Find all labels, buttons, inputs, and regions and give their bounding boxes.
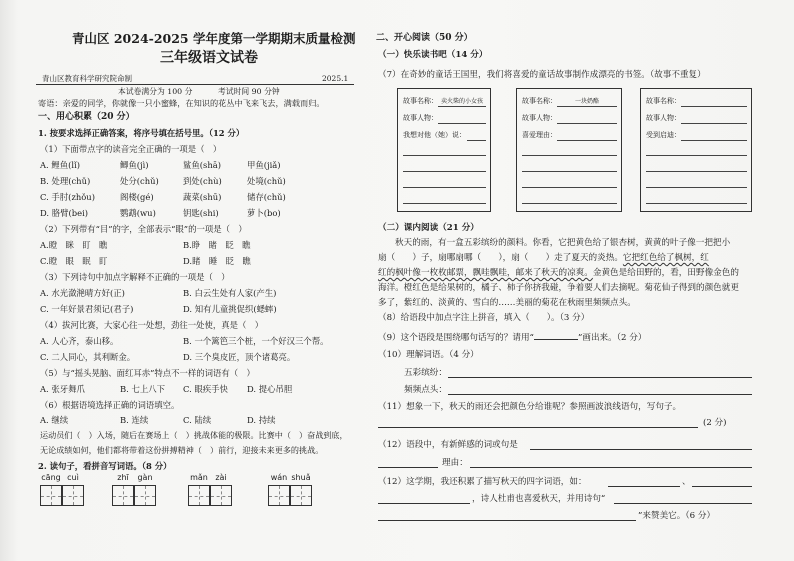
bookmark-character-label: 故事人物： [646, 114, 681, 122]
passage-text: 扇（ ）子，扇哪扇哪（ ），扇（ ）走了夏天的炎热。 [378, 253, 623, 263]
passage-line: 秋天的雨，有一盒五彩缤纷的颜料。你看，它把黄色给了银杏树，黄黄的叶子像一把把小 [395, 238, 731, 248]
question-12b-text: ，诗人杜甫也喜爱秋天，并用诗句“ [472, 494, 606, 504]
q1-3-option-b: B. 白云生处有人家(产生) [183, 288, 277, 298]
passage-line [378, 268, 739, 279]
q1-1-option-c-word: 阁楼(gé) [120, 192, 154, 202]
writing-grid-box [268, 485, 290, 506]
question-2: 2. 读句子，看拼音写词语。（8 分） [38, 461, 172, 471]
q1-1-option-a-word: 甲鱼(jiǎ) [247, 160, 281, 170]
q1-6-passage-line: 运动员们（ ）入场，随后在赛场上（ ）挑战体能的极限。比赛中（ ）奋战到底， [40, 430, 348, 440]
bookmark-name-label: 故事名称： [522, 97, 557, 105]
q1-1-option-d: D. 胳臂(bei) [40, 208, 89, 218]
answer-line [467, 140, 486, 141]
passage-line [378, 253, 709, 264]
bookmark-card [516, 88, 622, 212]
q1-2-option-a: A.瞪 眯 盯 瞧 [40, 240, 108, 250]
q1-3-option-a: A. 水光潋滟晴方好(正) [40, 288, 125, 298]
writing-grid-box [188, 485, 210, 506]
part1-heading: 一、用心积累（20 分） [38, 112, 135, 122]
exam-date: 2025.1 [322, 74, 349, 83]
q1-1-option-d-word: 萝卜(bo) [247, 208, 281, 218]
answer-line [448, 377, 752, 378]
question-9-text: ”画出来。（2 分） [577, 333, 647, 343]
q1-6-option-b: B. 连续 [120, 415, 149, 425]
part2-section1-heading: （一）快乐读书吧（14 分） [378, 50, 488, 60]
answer-line [403, 171, 486, 172]
bookmark-name-value: 卖火柴的小女孩 [438, 97, 486, 107]
answer-line [681, 106, 747, 107]
question-8: （8）给语段中加点字注上拼音，填入（ ）。（3 分） [378, 313, 590, 323]
time-info: 考试时间 90 分钟 [218, 87, 280, 96]
separator: 、 [682, 477, 691, 487]
passage-line: 海洋。橙红色是给果树的，橘子、柿子你挤我碰，争着要人们去摘呢。菊花仙子得到的颜色就更 [378, 283, 739, 293]
wavy-underlined-sentence: 它把红色给了枫树，红 [622, 253, 709, 263]
q1-2-option-c: C.瞪 眼 眠 盯 [40, 256, 108, 266]
q1-1-option-b: B. 处理(chǔ) [40, 176, 91, 186]
part2-heading: 二、开心阅读（50 分） [376, 33, 473, 43]
passage-text: 金黄色是给田野的，看，田野像金色的 [592, 268, 739, 278]
q1-1-option-a-word: 鲨鱼(shā) [183, 160, 221, 170]
answer-line [438, 123, 486, 124]
question-9-text: （9）这个语段是围绕哪句话写的？请用“ [378, 333, 534, 343]
answer-line [692, 486, 752, 487]
exam-title: 青山区 2024-2025 学年度第一学期期末质量检测 [72, 31, 356, 46]
q1-6-stem: （6）根据语境选择正确的词语填空。 [40, 400, 180, 410]
q1-1-option-c: C. 手肘(zhǒu) [40, 192, 95, 202]
publisher: 青山区教育科学研究院命制 [42, 74, 132, 83]
q1-1-option-a-word: 鲫鱼(jì) [120, 160, 149, 170]
q1-6-passage-line: 无论成绩如何，他们都将带着这份拼搏精神（ ）前行，迎接未来更多的挑战。 [40, 445, 324, 455]
passage-line: 多了，紫红的、淡黄的、雪白的……美丽的菊花在秋雨里频频点头。 [378, 298, 636, 308]
q1-1-stem: （1）下面带点字的读音完全正确的一项是（ ） [40, 144, 222, 154]
bookmark-name-value: 一块奶酪 [557, 97, 617, 107]
q1-6-option-c: C. 陆续 [183, 415, 212, 425]
reason-label: 理由： [442, 458, 468, 468]
answer-line [646, 187, 747, 188]
answer-line [614, 503, 752, 504]
answer-line [681, 123, 747, 124]
q1-3-option-c: C. 一年好景君须记(君子) [40, 304, 134, 314]
answer-line [378, 503, 470, 504]
pinyin-syllable: shuǎ [291, 473, 311, 482]
bookmark-extra-label: 受到启迪： [646, 131, 681, 139]
pinyin-syllable: zhī [117, 473, 129, 482]
q1-5-option-b: B. 七上八下 [120, 384, 165, 394]
q1-1-option-b-word: 处分(chǔ) [120, 176, 159, 186]
q1-3-stem: （3）下列诗句中加点字解释不正确的一项是（ ） [40, 272, 230, 282]
writing-grid-box [134, 485, 156, 506]
q1-1-option-d-word: 鹦鹉(wu) [120, 208, 156, 218]
score-info: 本试卷满分为 100 分 [118, 87, 193, 96]
pinyin-syllable: wán [270, 473, 288, 482]
question-12b-text: ”来赞美它。（6 分） [638, 511, 716, 521]
answer-line [557, 140, 617, 141]
q1-2-stem: （2）下列带有“目”的字，全部表示“眼”的一项是（ ） [40, 224, 247, 234]
q1-3-option-d: D. 知有儿童挑促织(蟋蟀) [183, 304, 277, 314]
term-label: 频频点头： [404, 385, 447, 395]
q1-5-stem: （5）与“摇头晃脑、面红耳赤”特点不一样的词语有（ ） [40, 368, 255, 378]
q1-1-option-b-word: 到处(chù) [183, 176, 222, 186]
answer-line [646, 155, 747, 156]
writing-grid-box [62, 485, 84, 506]
wavy-underlined-sentence: 红的枫叶像一枚枚邮票，飘哇飘哇，邮来了秋天的凉爽。 [378, 268, 593, 278]
q1-1-option-b-word: 处境(chǔ) [247, 176, 286, 186]
question-1: 1. 按要求选择正确答案，将序号填在括号里。（12 分） [38, 128, 245, 138]
q1-5-option-a: A. 张牙舞爪 [40, 384, 85, 394]
question-10: （10）理解词语。（4 分） [378, 350, 479, 360]
q1-2-option-b: B.睁 睹 眨 瞧 [183, 240, 251, 250]
q1-5-option-c: C. 眼疾手快 [183, 384, 228, 394]
answer-line [403, 155, 486, 156]
bookmark-extra-label: 我想对他（她）说： [403, 131, 466, 139]
answer-line [646, 171, 747, 172]
q1-1-option-d-word: 钥匙(shi) [183, 208, 219, 218]
answer-line [646, 203, 747, 204]
answer-line [378, 520, 636, 521]
writing-grid-box [112, 485, 134, 506]
question-12a: （12）语段中，有新鲜感的词或句是 [378, 440, 518, 450]
q1-5-option-d: D. 提心吊胆 [247, 384, 293, 394]
writing-grid-box [290, 485, 312, 506]
q1-4-option-b: B. 一个篱笆三个桩，一个好汉三个帮。 [183, 336, 329, 346]
question-11: （11）想象一下，秋天的雨还会把颜色分给谁呢？参照画波浪线语句，写句子。 [378, 402, 682, 412]
pinyin-syllable: cāng [41, 473, 61, 482]
writing-grid-box [40, 485, 62, 506]
question-7: （7）在奇妙的童话王国里，我们将喜爱的童话故事制作成漂亮的书签。（故事不重复） [378, 70, 706, 80]
q1-6-option-a: A. 继续 [40, 415, 69, 425]
answer-line [522, 187, 617, 188]
header-divider [36, 84, 354, 85]
q1-4-option-d: D. 三个臭皮匠，顶个诸葛亮。 [183, 352, 296, 362]
answer-line [681, 140, 747, 141]
answer-line [608, 486, 680, 487]
answer-line [522, 155, 617, 156]
question-9 [378, 331, 646, 344]
part2-section2-heading: （二）课内阅读（21 分） [378, 223, 479, 233]
answer-line [470, 467, 752, 468]
answer-line [522, 171, 617, 172]
bookmark-name-label: 故事名称： [403, 97, 438, 105]
q1-1-option-c-word: 储存(chǔ) [247, 192, 286, 202]
bookmark-extra-label: 喜爱理由： [522, 131, 557, 139]
q1-1-option-a: A. 鲤鱼(lǐ) [40, 160, 81, 170]
q1-1-option-c-word: 蔬菜(shū) [183, 192, 222, 202]
bookmark-card [640, 88, 752, 212]
answer-line [557, 123, 617, 124]
pinyin-syllable: zài [215, 473, 227, 482]
pinyin-syllable: gàn [137, 473, 153, 482]
answer-line [522, 203, 617, 204]
bookmark-name-label: 故事名称： [646, 97, 681, 105]
term-label: 五彩缤纷： [404, 368, 447, 378]
answer-line [530, 449, 752, 450]
exam-subtitle: 三年级语文试卷 [160, 50, 258, 66]
bookmark-card [397, 88, 491, 212]
greeting: 寄语：亲爱的同学，你就像一只小蜜蜂，在知识的花丛中飞来飞去，满载而归。 [38, 98, 325, 108]
answer-line [403, 187, 486, 188]
q1-4-option-c: C. 二人同心，其利断金。 [40, 352, 136, 362]
question-11-score: (2 分) [703, 418, 727, 428]
bookmark-character-label: 故事人物： [403, 114, 438, 122]
pinyin-syllable: mǎn [190, 473, 208, 482]
answer-line [378, 427, 698, 428]
pinyin-syllable: cuì [67, 473, 79, 482]
answer-line [403, 203, 486, 204]
answer-line [448, 394, 752, 395]
q1-2-option-d: D.睹 睡 眨 瞧 [183, 256, 251, 266]
answer-line [378, 467, 438, 468]
bookmark-character-label: 故事人物： [522, 114, 557, 122]
q1-4-stem: （4）拔河比赛，大家心往一处想，劲往一处使，真是（ ） [40, 320, 264, 330]
writing-grid-box [210, 485, 232, 506]
underline-symbol [534, 331, 578, 340]
question-12b: （12）这学期，我还积累了描写秋天的四字词语，如： [378, 477, 587, 487]
q1-4-option-a: A. 人心齐，泰山移。 [40, 336, 119, 346]
q1-6-option-d: D. 持续 [247, 415, 276, 425]
